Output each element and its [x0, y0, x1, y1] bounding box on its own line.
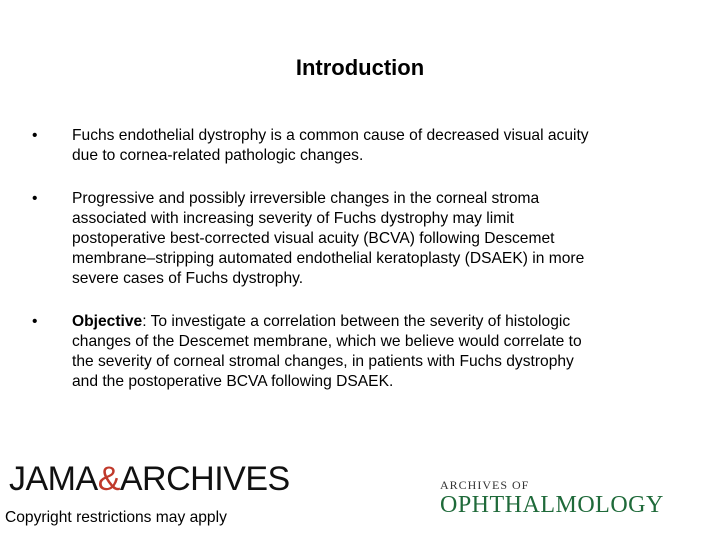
copyright-notice: Copyright restrictions may apply	[5, 509, 227, 526]
bullet-marker: •	[32, 313, 38, 330]
bullet-item	[30, 126, 690, 166]
bullet-line: and the postoperative BCVA following DSAEK.	[72, 373, 394, 390]
bullet-item	[30, 312, 690, 392]
jama-logo-text: JAMA	[9, 460, 98, 498]
bullet-line: the severity of corneal stromal changes, in patients with Fuchs dystrophy	[72, 353, 574, 370]
journal-logo-top: ARCHIVES OF	[440, 478, 530, 492]
archives-logo-text: ARCHIVES	[119, 460, 290, 498]
bullet-line: postoperative best-corrected visual acuity (BCVA) following Descemet	[72, 230, 555, 247]
bullet-list	[30, 126, 690, 392]
bullet-line: changes of the Descemet membrane, which we believe would correlate to	[72, 333, 582, 350]
bullet-line: Fuchs endothelial dystrophy is a common cause of decreased visual acuity	[72, 127, 589, 144]
objective-label: Objective	[72, 313, 143, 330]
bullet-line: severe cases of Fuchs dystrophy.	[72, 270, 304, 287]
journal-logo-bottom: OPHTHALMOLOGY	[440, 492, 664, 518]
jama-logo-ampersand: &	[97, 460, 120, 498]
objective-colon: :	[142, 313, 147, 330]
bullet-line: Progressive and possibly irreversible changes in the corneal stroma	[72, 190, 540, 207]
archives-ophthalmology-logo	[440, 478, 700, 518]
bullet-line: associated with increasing severity of Fuchs dystrophy may limit	[72, 210, 514, 227]
jama-archives-logo	[9, 460, 290, 498]
bullet-line: To investigate a correlation between the severity of histologic	[146, 313, 571, 330]
bullet-line: due to cornea-related pathologic changes.	[72, 147, 364, 164]
bullet-line: membrane–stripping automated endothelial keratoplasty (DSAEK) in more	[72, 250, 585, 267]
bullet-marker: •	[32, 190, 38, 207]
slide-title: Introduction	[295, 55, 425, 80]
bullet-item	[30, 189, 690, 289]
bullet-marker: •	[32, 127, 38, 144]
